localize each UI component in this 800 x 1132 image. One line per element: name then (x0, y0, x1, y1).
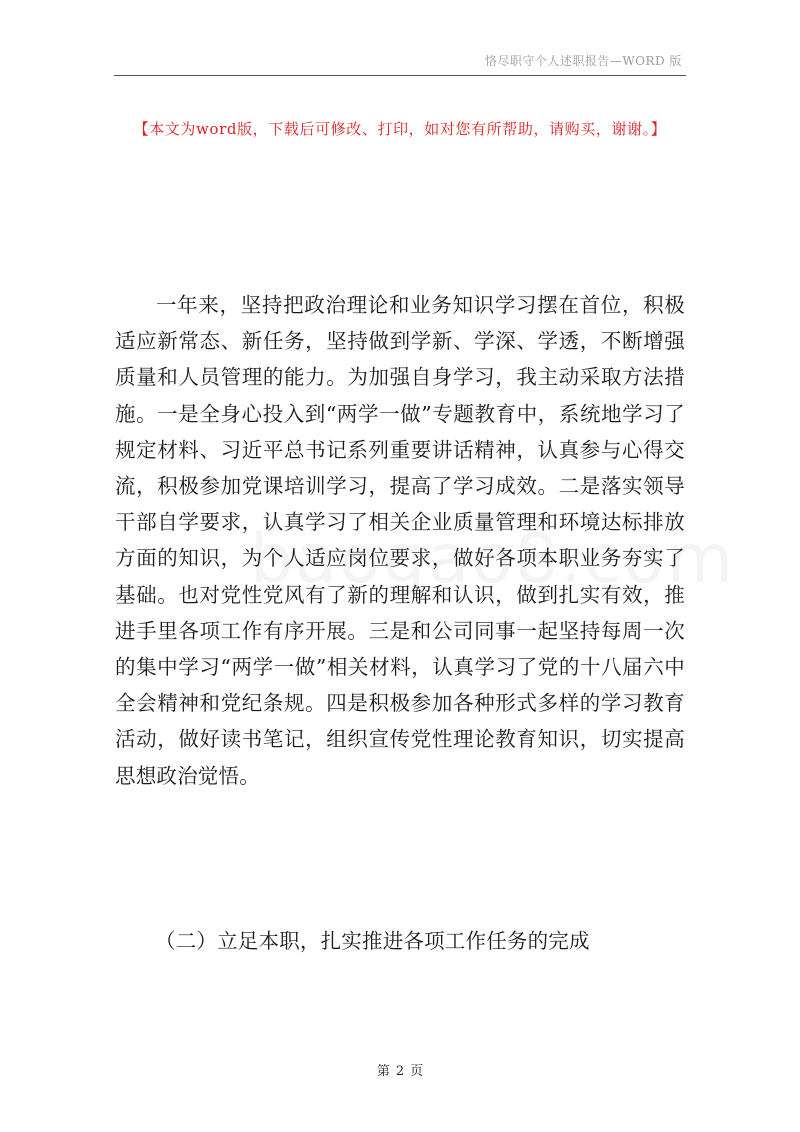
body-paragraph: 一年来，坚持把政治理论和业务知识学习摆在首位，积极适应新常态、新任务，坚持做到学新、学深、学透，不断增强质量和人员管理的能力。为加强自身学习，我主动采取方法措施。一是全身心投入到“两学一做”专题教育中，系统地学习了规定材料、习近平总书记系列重要讲话精神，认真参与心得交流，积极参加党课培训学习，提高了学习成效。二是落实领导干部自学要求，认真学习了相关企业质量管理和环境达标排放方面的知识，为个人适应岗位要求，做好各项本职业务夯实了基础。也对党性党风有了新的理解和认识，做到扎实有效，推进手里各项工作有序开展。三是和公司同事一起坚持每周一次的集中学习“两学一做”相关材料，认真学习了党的十八届六中全会精神和党纪条规。四是积极参加各种形式多样的学习教育活动，做好读书笔记，组织宣传党性理论教育知识，切实提高思想政治觉悟。 (115, 293, 685, 788)
section-heading: （二）立足本职，扎实推进各项工作任务的完成 (155, 929, 590, 953)
page-number: 2 (395, 1064, 405, 1079)
page-label-prefix: 第 (376, 1064, 390, 1079)
page-label-suffix: 页 (410, 1064, 424, 1079)
header-title: 恪尽职守个人述职报告—WORD 版 (484, 54, 682, 68)
header-divider (114, 75, 686, 76)
purchase-notice: 【本文为word版，下载后可修改、打印，如对您有所帮助，请购买，谢谢。】 (133, 120, 667, 138)
page-footer (0, 1060, 800, 1079)
